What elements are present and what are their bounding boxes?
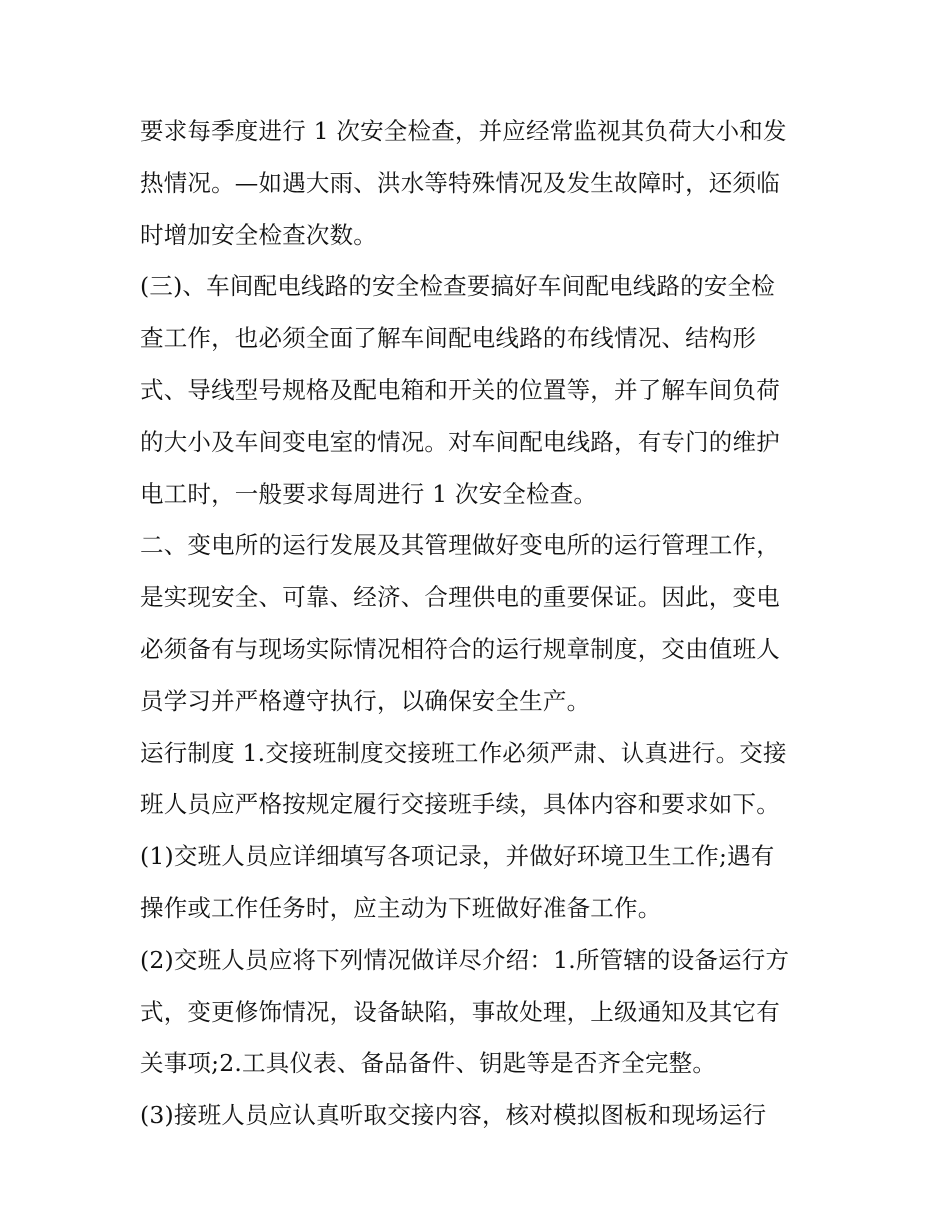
text-line: 式，变更修饰情况，设备缺陷，事故处理，上级通知及其它有 xyxy=(140,997,780,1026)
text-line: (三)、车间配电线路的安全检查要搞好车间配电线路的安全检 xyxy=(140,272,775,301)
text-line: 关事项;2.工具仪表、备品备件、钥匙等是否齐全完整。 xyxy=(140,1049,717,1078)
text-line: 必须备有与现场实际情况相符合的运行规章制度，交由值班人 xyxy=(140,634,780,663)
text-line: 电工时，一般要求每周进行 1 次安全检查。 xyxy=(140,479,598,508)
text-line: 时增加安全检查次数。 xyxy=(140,220,377,249)
text-line: (3)接班人员应认真听取交接内容，核对模拟图板和现场运行 xyxy=(140,1101,767,1130)
text-line: 运行制度 1.交接班制度交接班工作必须严肃、认真进行。交接 xyxy=(140,738,787,767)
text-line: 热情况。—如遇大雨、洪水等特殊情况及发生故障时，还须临 xyxy=(140,168,780,197)
text-line: (1)交班人员应详细填写各项记录，并做好环境卫生工作;遇有 xyxy=(140,842,775,871)
text-line: 班人员应严格按规定履行交接班手续，具体内容和要求如下。 xyxy=(140,790,780,819)
text-line: 的大小及车间变电室的情况。对车间配电线路，有专门的维护 xyxy=(140,427,780,456)
text-line: 员学习并严格遵守执行，以确保安全生产。 xyxy=(140,686,591,715)
text-line: 查工作，也必须全面了解车间配电线路的布线情况、结构形 xyxy=(140,324,757,353)
text-line: 操作或工作任务时，应主动为下班做好准备工作。 xyxy=(140,893,662,922)
text-line: 要求每季度进行 1 次安全检查，并应经常监视其负荷大小和发 xyxy=(140,117,787,145)
text-line: 是实现安全、可靠、经济、合理供电的重要保证。因此，变电 xyxy=(140,583,780,612)
text-line: (2)交班人员应将下列情况做详尽介绍：1.所管辖的设备运行方 xyxy=(140,945,790,974)
document-body xyxy=(140,106,812,1142)
text-line: 二、变电所的运行发展及其管理做好变电所的运行管理工作， xyxy=(140,531,780,560)
text-line: 式、导线型号规格及配电箱和开关的位置等，并了解车间负荷 xyxy=(140,375,780,404)
